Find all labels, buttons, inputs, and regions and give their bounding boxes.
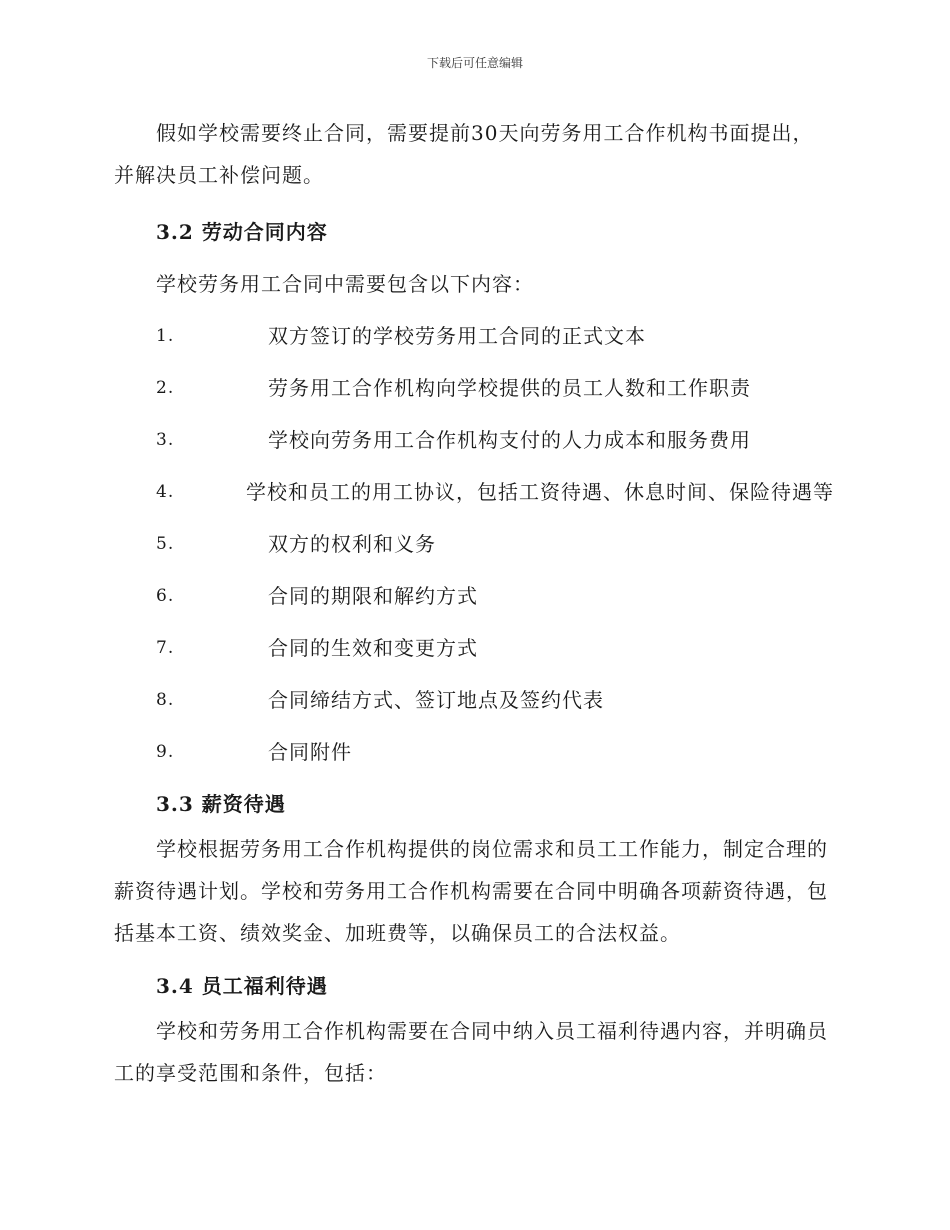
list-item [114, 426, 834, 454]
list-item-number: 3. [156, 430, 175, 450]
list-item-number: 5. [156, 534, 175, 554]
list-item [114, 530, 834, 558]
list-item-text: 劳务用工合作机构向学校提供的员工人数和工作职责 [268, 376, 751, 400]
list-item [114, 374, 834, 402]
list-item [114, 686, 834, 714]
list-item-text: 学校向劳务用工合作机构支付的人力成本和服务费用 [268, 428, 751, 452]
list-item-number: 7. [156, 638, 175, 658]
list-item-text: 合同缔结方式、签订地点及签约代表 [268, 688, 604, 712]
list-item-number: 8. [156, 690, 175, 710]
list-item-text: 合同附件 [268, 740, 352, 764]
list-item-text: 合同的期限和解约方式 [268, 584, 478, 608]
list-item-text: 合同的生效和变更方式 [268, 636, 478, 660]
section-heading-3-4: 3.4 员工福利待遇 [156, 974, 328, 998]
document-body [114, 112, 834, 1094]
section-heading-3-2: 3.2 劳动合同内容 [156, 220, 328, 244]
list-item-text: 双方的权利和义务 [268, 532, 436, 556]
list-item [114, 322, 834, 350]
list-item-number: 2. [156, 378, 175, 398]
list-item-number: 9. [156, 742, 175, 762]
list-item-text: 双方签订的学校劳务用工合同的正式文本 [268, 324, 646, 348]
section-heading-3-3: 3.3 薪资待遇 [156, 792, 286, 816]
paragraph-termination: 假如学校需要终止合同，需要提前30天向劳务用工合作机构书面提出，并解决员工补偿问题。 [114, 121, 814, 187]
list-item [114, 738, 834, 766]
list-item [114, 478, 834, 506]
list-item-number: 4. [156, 482, 175, 502]
paragraph-benefits: 学校和劳务用工合作机构需要在合同中纳入员工福利待遇内容，并明确员工的享受范围和条件，包括： [114, 1019, 828, 1085]
contract-content-list [114, 322, 834, 766]
paragraph-salary: 学校根据劳务用工合作机构提供的岗位需求和员工工作能力，制定合理的薪资待遇计划。学校和劳务用工合作机构需要在合同中明确各项薪资待遇，包括基本工资、绩效奖金、加班费等，以确保员工的合法权益。 [114, 837, 828, 945]
list-item-number: 6. [156, 586, 175, 606]
list-item-text: 学校和员工的用工协议，包括工资待遇、休息时间、保险待遇等 [246, 480, 834, 504]
list-intro: 学校劳务用工合同中需要包含以下内容： [156, 272, 534, 296]
page-header: 下载后可任意编辑 [426, 56, 523, 70]
list-item [114, 582, 834, 610]
list-item-number: 1. [156, 326, 175, 346]
list-item [114, 634, 834, 662]
